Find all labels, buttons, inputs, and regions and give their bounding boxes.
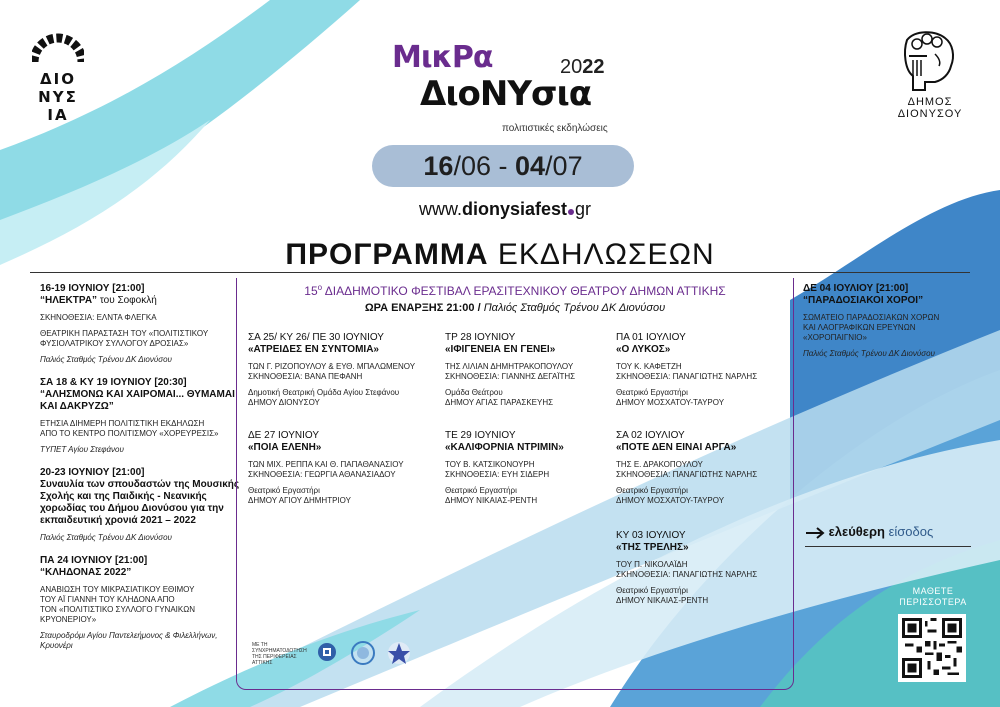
show-line: Δημοτική Θεατρική Ομάδα Αγίου Στεφάνου (248, 388, 400, 397)
show-line: ΣΚΗΝΟΘΕΣΙΑ: ΠΑΝΑΓΙΩΤΗΣ ΝΑΡΛΗΣ (616, 372, 758, 381)
show-line: ΤΗΣ ΛΙΛΙΑΝ ΔΗΜΗΤΡΑΚΟΠΟΥΛΟΥ (445, 362, 574, 371)
event-title: Συναυλία των σπουδαστών της Μουσικής Σχολής και της Παιδικής - Νεανικής χορωδίας του Δήμου Διονύσου για την εκπαιδευτική χρονιά 2021 – 2022 (40, 479, 240, 526)
show-line: ΤΗΣ Ε. ΔΡΑΚΟΠΟΥΛΟΥ (616, 460, 703, 469)
event-title-main: “ΗΛΕΚΤΡΑ” (40, 295, 98, 306)
event-line: ΣΩΜΑΤΕΙΟ ΠΑΡΑΔΟΣΙΑΚΩΝ ΧΟΡΩΝ (803, 313, 940, 322)
event-line: ΚΑΙ ΛΑΟΓΡΑΦΙΚΩΝ ΕΡΕΥΝΩΝ (803, 323, 916, 332)
show-line: ΣΚΗΝΟΘΕΣΙΑ: ΓΙΑΝΝΗΣ ΔΕΓΑΪΤΗΣ (445, 372, 576, 381)
sponsor-text-line-1: ΜΕ ΤΗ ΣΥΝΧΡΗΜΑΤΟΔΟΤΗΣΗ (252, 642, 307, 654)
festival-number: 15 (304, 284, 318, 298)
event-place: Σταυροδρόμι Αγίου Παντελεήμονος & Φιλελλήνων, Κρυονέρι (40, 631, 218, 650)
event-date: 20-23 ΙΟΥΝΙΟΥ [21:00] (40, 467, 145, 478)
show-line: ΣΚΗΝΟΘΕΣΙΑ: ΠΑΝΑΓΙΩΤΗΣ ΝΑΡΛΗΣ (616, 470, 758, 479)
show-date: ΠΑ 01 ΙΟΥΛΙΟΥ (616, 332, 686, 343)
event-date: ΠΑ 24 ΙΟΥΝΙΟΥ [21:00] (40, 555, 148, 566)
event-title: “ΚΛΗΔΟΝΑΣ 2022” (40, 567, 132, 578)
learn-more-label (888, 586, 978, 608)
show-poia-eleni (248, 430, 433, 506)
event-traditional-dances (803, 283, 978, 359)
event-line: ΣΚΗΝΟΘΕΣΙΑ: ΕΛΝΤΑ ΦΛΕΓΚΑ (40, 313, 157, 322)
show-line: ΣΚΗΝΟΘΕΣΙΑ: ΓΕΩΡΓΙΑ ΑΘΑΝΑΣΙΑΔΟΥ (248, 470, 396, 479)
end-month: /07 (545, 151, 583, 181)
festival-time (236, 302, 794, 314)
event-place: Παλιός Σταθμός Τρένου ΔΚ Διονύσου (803, 349, 935, 358)
show-tis-trelis (616, 530, 801, 606)
show-title: «ΑΤΡΕΙΔΕΣ ΕΝ ΣΥΝΤΟΜΙΑ» (248, 344, 379, 355)
festival-ordinal: ο (317, 283, 323, 292)
event-line: ΚΡΥΟΝΕΡΙΟΥ» (40, 615, 97, 624)
title-subtitle: πολιτιστικές εκδηλώσεις (502, 123, 608, 134)
program-title (270, 238, 730, 272)
free-entry-bold: ελεύθερη (828, 524, 885, 539)
date-separator: - (491, 151, 515, 181)
show-line: ΣΚΗΝΟΘΕΣΙΑ: ΒΑΝΑ ΠΕΦΑΝΗ (248, 372, 363, 381)
show-line: ΔΗΜΟΥ ΑΓΙΑΣ ΠΑΡΑΣΚΕΥΗΣ (445, 398, 554, 407)
event-date: 16-19 ΙΟΥΝΙΟΥ [21:00] (40, 283, 145, 294)
event-title (40, 295, 240, 307)
show-line: ΔΗΜΟΥ ΜΟΣΧΑΤΟΥ-ΤΑΥΡΟΥ (616, 496, 725, 505)
show-title: «ΠΟΤΕ ΔΕΝ ΕΙΝΑΙ ΑΡΓΑ» (616, 442, 737, 453)
website-prefix: www. (418, 199, 462, 219)
show-title: «ΙΦΙΓΕΝΕΙΑ ΕΝ ΓΕΝΕΙ» (445, 344, 556, 355)
show-line: ΤΟΥ Κ. ΚΑΦΕΤΖΗ (616, 362, 682, 371)
right-events-column (803, 283, 978, 371)
dionysia-logo (28, 32, 88, 124)
show-pote-den-einai-arga (616, 430, 801, 506)
start-month: /06 (453, 151, 491, 181)
show-atreides (248, 332, 433, 408)
learn-more-line-1: ΜΑΘΕΤΕ (912, 586, 954, 596)
logo-line-2: ΝΥΣ (38, 88, 78, 106)
show-date: ΤΡ 28 ΙΟΥΝΙΟΥ (445, 332, 516, 343)
region-attica-logo-icon (314, 640, 340, 666)
event-place: ΤΥΠΕΤ Αγίου Στεφάνου (40, 445, 124, 454)
show-line: ΣΚΗΝΟΘΕΣΙΑ: ΠΑΝΑΓΙΩΤΗΣ ΝΑΡΛΗΣ (616, 570, 758, 579)
event-title: “ΑΛΗΣΜΟΝΩ ΚΑΙ ΧΑΙΡΟΜΑΙ... ΘΥΜΑΜΑΙ ΚΑΙ ΔΑΚΡΥΖΩ” (40, 389, 235, 412)
sponsor-logos (252, 640, 432, 670)
show-date: ΣΑ 25/ ΚΥ 26/ ΠΕ 30 ΙΟΥΝΙΟΥ (248, 332, 384, 343)
show-line: ΣΚΗΝΟΘΕΣΙΑ: ΕΥΗ ΣΙΔΕΡΗ (445, 470, 550, 479)
sponsor-text-line-2: ΤΗΣ ΠΕΡΙΦΕΡΕΙΑΣ ΑΤΤΙΚΗΣ (252, 654, 297, 666)
event-line: ΑΝΑΒΙΩΣΗ ΤΟΥ ΜΙΚΡΑΣΙΑΤΙΚΟΥ ΕΘΙΜΟΥ (40, 585, 195, 594)
show-title: «ΚΑΛΙΦΟΡΝΙΑ ΝΤΡΙΜΙΝ» (445, 442, 564, 453)
festival-subtitle (236, 283, 794, 298)
date-range-pill (372, 145, 634, 187)
show-ifigeneia (445, 332, 630, 408)
event-line: ΑΠΟ ΤΟ ΚΕΝΤΡΟ ΠΟΛΙΤΙΣΜΟΥ «ΧΟΡΕΥΡΕΣΙΣ» (40, 429, 219, 438)
show-line: ΤΟΥ Β. ΚΑΤΣΙΚΟΝΟΥΡΗ (445, 460, 535, 469)
show-california (445, 430, 630, 506)
event-line: «ΧΟΡΟΠΑΙΓΝΙΟ» (803, 333, 867, 342)
show-line: Θεατρικό Εργαστήρι (616, 586, 688, 595)
qr-code-icon (902, 618, 962, 678)
event-place: Παλιός Σταθμός Τρένου ΔΚ Διονύσου (40, 355, 172, 364)
show-line: Θεατρικό Εργαστήρι (616, 388, 688, 397)
show-title: «ΤΗΣ ΤΡΕΛΗΣ» (616, 542, 689, 553)
start-day: 16 (423, 151, 454, 181)
title-mikra: ΜικΡα (392, 40, 493, 75)
end-day: 04 (515, 151, 546, 181)
show-line: ΤΩΝ Γ. ΡΙΖΟΠΟΥΛΟΥ & ΕΥΘ. ΜΠΑΛΩΜΕΝΟΥ (248, 362, 416, 371)
festival-venue: Παλιός Σταθμός Τρένου ΔΚ Διονύσου (480, 302, 666, 314)
show-date: ΣΑ 02 ΙΟΥΛΙΟΥ (616, 430, 685, 441)
municipality-line-2: ΔΙΟΝΥΣΟΥ (897, 108, 963, 120)
show-title: «Ο ΛΥΚΟΣ» (616, 344, 671, 355)
event-line: ΦΥΣΙΟΛΑΤΡΙΚΟΥ ΣΥΛΛΟΓΟΥ ΔΡΟΣΙΑΣ» (40, 339, 189, 348)
show-line: Θεατρικό Εργαστήρι (616, 486, 688, 495)
show-line: ΤΟΥ Π. ΝΙΚΟΛΑΪΔΗ (616, 560, 688, 569)
free-entry (805, 524, 975, 539)
free-entry-light: είσοδος (884, 524, 934, 539)
event-title: “ΠΑΡΑΔΟΣΙΑΚΟΙ ΧΟΡΟΙ” (803, 295, 924, 306)
left-events-column (40, 283, 240, 663)
event-line: ΘΕΑΤΡΙΚΗ ΠΑΡΑΣΤΑΣΗ ΤΟΥ «ΠΟΛΙΤΙΣΤΙΚΟΥ (40, 329, 209, 338)
festival-start-time: ΩΡΑ ΕΝΑΡΞΗΣ 21:00 / (364, 302, 481, 314)
dionysus-head-icon (895, 30, 965, 92)
event-date: ΔΕ 04 ΙΟΥΛΙΟΥ [21:00] (803, 283, 909, 294)
show-line: Θεατρικό Εργαστήρι (445, 486, 517, 495)
free-entry-underline (805, 546, 971, 547)
logo-line-3: ΙΑ (47, 106, 69, 124)
website-name: dionysiafest (461, 199, 568, 219)
event-line: ΕΤΗΣΙΑ ΔΙΗΜΕΡΗ ΠΟΛΙΤΙΣΤΙΚΗ ΕΚΔΗΛΩΣΗ (40, 419, 205, 428)
logo-line-1: ΔΙΟ (40, 70, 76, 88)
sponsor-text (252, 642, 312, 666)
learn-more-line-2: ΠΕΡΙΣΣΟΤΕΡΑ (899, 597, 967, 607)
event-concert (40, 467, 240, 543)
festival-title (380, 40, 640, 140)
show-line: ΔΗΜΟΥ ΔΙΟΝΥΣΟΥ (248, 398, 320, 407)
arrow-right-icon (805, 527, 825, 539)
event-title-extra: του Σοφοκλή (97, 295, 157, 306)
municipality-line-1: ΔΗΜΟΣ (907, 96, 953, 108)
year-part-b: 22 (582, 56, 605, 78)
show-line: ΔΗΜΟΥ ΜΟΣΧΑΤΟΥ-ΤΑΥΡΟΥ (616, 398, 725, 407)
show-line: ΤΩΝ ΜΙΧ. ΡΕΠΠΑ ΚΑΙ Θ. ΠΑΠΑΘΑΝΑΣΙΟΥ (248, 460, 404, 469)
star-logo-icon (386, 640, 412, 666)
show-date: ΔΕ 27 ΙΟΥΝΙΟΥ (248, 430, 320, 441)
seal-logo-icon (350, 640, 376, 666)
show-lykos (616, 332, 801, 408)
event-electra (40, 283, 240, 365)
show-line: Θεατρικό Εργαστήρι (248, 486, 320, 495)
show-date: ΚΥ 03 ΙΟΥΛΙΟΥ (616, 530, 686, 541)
event-klidonas (40, 555, 240, 651)
show-line: ΔΗΜΟΥ ΝΙΚΑΙΑΣ-ΡΕΝΤΗ (616, 596, 709, 605)
website-suffix: gr (575, 199, 592, 219)
show-date: ΤΕ 29 ΙΟΥΝΙΟΥ (445, 430, 516, 441)
municipality-logo (885, 30, 975, 120)
event-place: Παλιός Σταθμός Τρένου ΔΚ Διονύσου (40, 533, 172, 542)
year-part-a: 20 (560, 56, 583, 78)
event-line: ΤΟΝ «ΠΟΛΙΤΙΣΤΙΚΟ ΣΥΛΛΟΓΟ ΓΥΝΑΙΚΩΝ (40, 605, 195, 614)
qr-code[interactable] (898, 614, 966, 682)
event-date: ΣΑ 18 & ΚΥ 19 ΙΟΥΝΙΟΥ [20:30] (40, 377, 187, 388)
program-title-light: ΕΚΔΗΛΩΣΕΩΝ (488, 238, 715, 271)
festival-name: ΔΙΑΔΗΜΟΤΙΚΟ ΦΕΣΤΙΒΑΛ ΕΡΑΣΙΤΕΧΝΙΚΟΥ ΘΕΑΤΡΟΥ ΔΗΜΩΝ ΑΤΤΙΚΗΣ (322, 284, 726, 298)
show-line: Ομάδα Θεάτρου (445, 388, 503, 397)
show-title: «ΠΟΙΑ ΕΛΕΝΗ» (248, 442, 322, 453)
show-line: ΔΗΜΟΥ ΝΙΚΑΙΑΣ-ΡΕΝΤΗ (445, 496, 538, 505)
title-dionysia: ΔιοΝΥσια (420, 74, 592, 114)
website-link[interactable] (400, 199, 610, 220)
title-divider (30, 272, 970, 273)
arch-logo-icon (32, 32, 84, 62)
show-line: ΔΗΜΟΥ ΑΓΙΟΥ ΔΗΜΗΤΡΙΟΥ (248, 496, 351, 505)
website-dot-icon (568, 209, 574, 215)
event-alismono (40, 377, 240, 455)
program-title-bold: ΠΡΟΓΡΑΜΜΑ (285, 238, 489, 271)
event-line: ΤΟΥ ΑΪ ΓΙΑΝΝΗ ΤΟΥ ΚΛΗΔΟΝΑ ΑΠΟ (40, 595, 175, 604)
